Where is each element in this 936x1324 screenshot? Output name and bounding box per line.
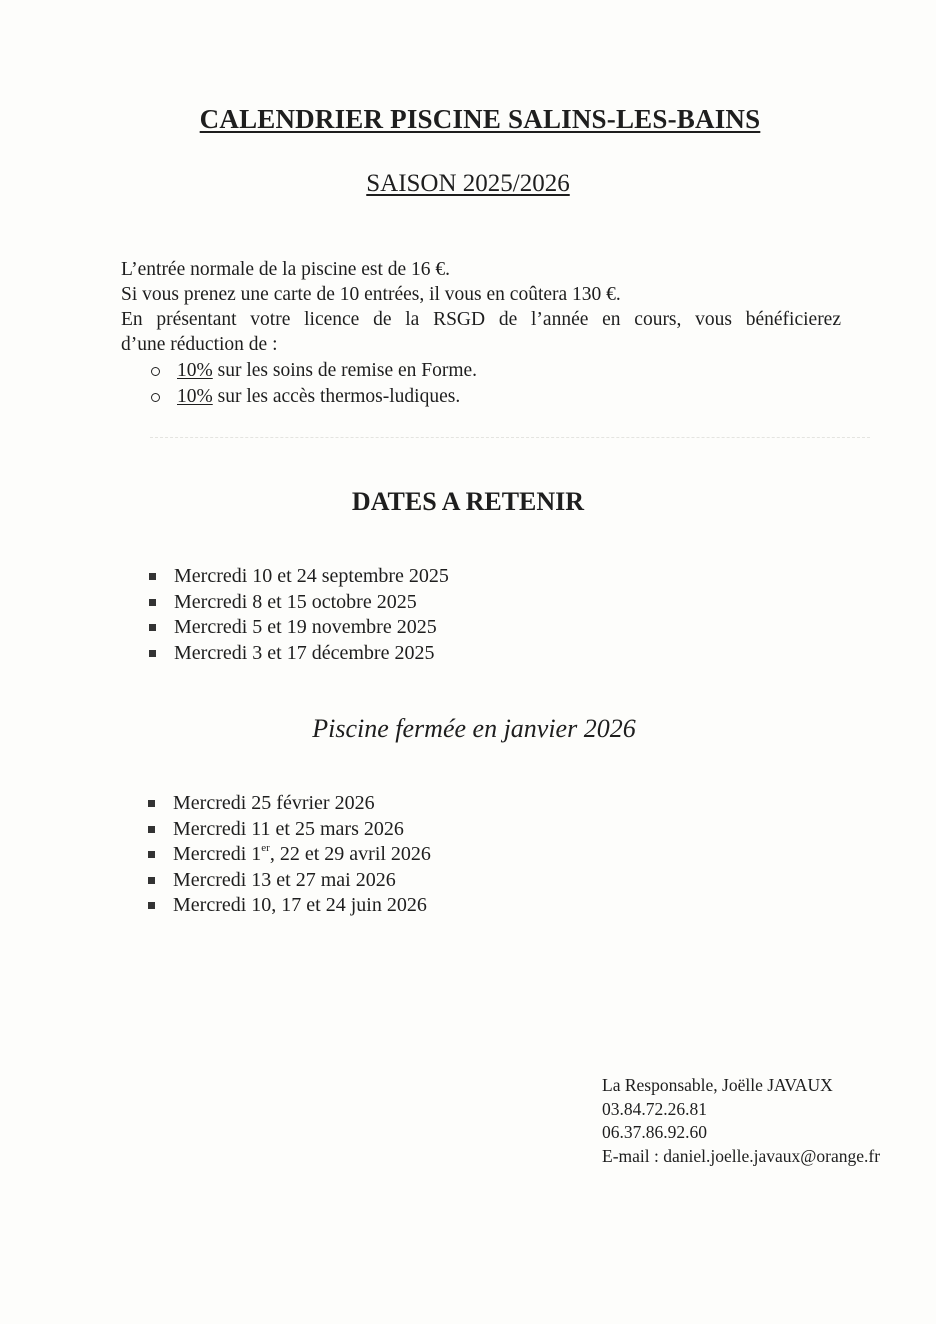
date-item: Mercredi 25 février 2026 [147,791,431,817]
contact-email: E-mail : daniel.joelle.javaux@orange.fr [602,1145,881,1166]
season-heading: SAISON 2025/2026 [366,170,570,197]
date-item: Mercredi 3 et 17 décembre 2025 [148,641,449,667]
licence-line: En présentant votre licence de la RSGD de l’année en cours, vous bénéficierez [121,309,841,330]
contact-name: La Responsable, Joëlle JAVAUX [602,1075,833,1095]
closure-notice: Piscine fermée en janvier 2026 [312,714,636,743]
document-title: CALENDRIER PISCINE SALINS-LES-BAINS [199,104,761,134]
entry-price-line: L’entrée normale de la piscine est de 16 €. [121,259,451,280]
discount-text: sur les soins de remise en Forme. [212,360,478,381]
circle-bullet-icon [151,393,160,402]
circle-bullet-icon [151,367,160,376]
contact-block [602,1074,880,1168]
discount-item [121,384,841,409]
date-item: Mercredi 13 et 27 mai 2026 [147,868,431,894]
dates-section-title: DATES A RETENIR [351,487,585,516]
contact-phone-mobile: 06.37.86.92.60 [602,1122,707,1142]
date-item: Mercredi 10 et 24 septembre 2025 [148,564,449,590]
square-bullet-icon [148,826,155,833]
square-bullet-icon [148,851,155,858]
square-bullet-icon [148,902,155,909]
reduction-line: d’une réduction de : [121,334,278,355]
date-item: Mercredi 11 et 25 mars 2026 [147,817,431,843]
square-bullet-icon [149,573,156,580]
discount-text: sur les accès thermos-ludiques. [212,386,461,407]
square-bullet-icon [148,800,155,807]
date-item: Mercredi 1er, 22 et 29 avril 2026 [147,842,431,868]
square-bullet-icon [149,599,156,606]
discount-percent: 10% [177,386,213,407]
date-item: Mercredi 8 et 15 octobre 2025 [148,590,449,616]
pricing-intro [121,257,841,409]
date-item: Mercredi 10, 17 et 24 juin 2026 [147,893,431,919]
card-price-line: Si vous prenez une carte de 10 entrées, il vous en coûtera 130 €. [121,284,621,305]
square-bullet-icon [149,650,156,657]
discount-item [121,358,841,383]
dates-list-2025 [148,564,449,666]
discount-percent: 10% [177,360,213,381]
paper-fold-line [150,437,870,438]
square-bullet-icon [149,624,156,631]
date-item: Mercredi 5 et 19 novembre 2025 [148,615,449,641]
square-bullet-icon [148,877,155,884]
contact-phone-landline: 03.84.72.26.81 [602,1098,707,1119]
discount-list [121,358,841,409]
dates-list-2026 [147,791,431,919]
